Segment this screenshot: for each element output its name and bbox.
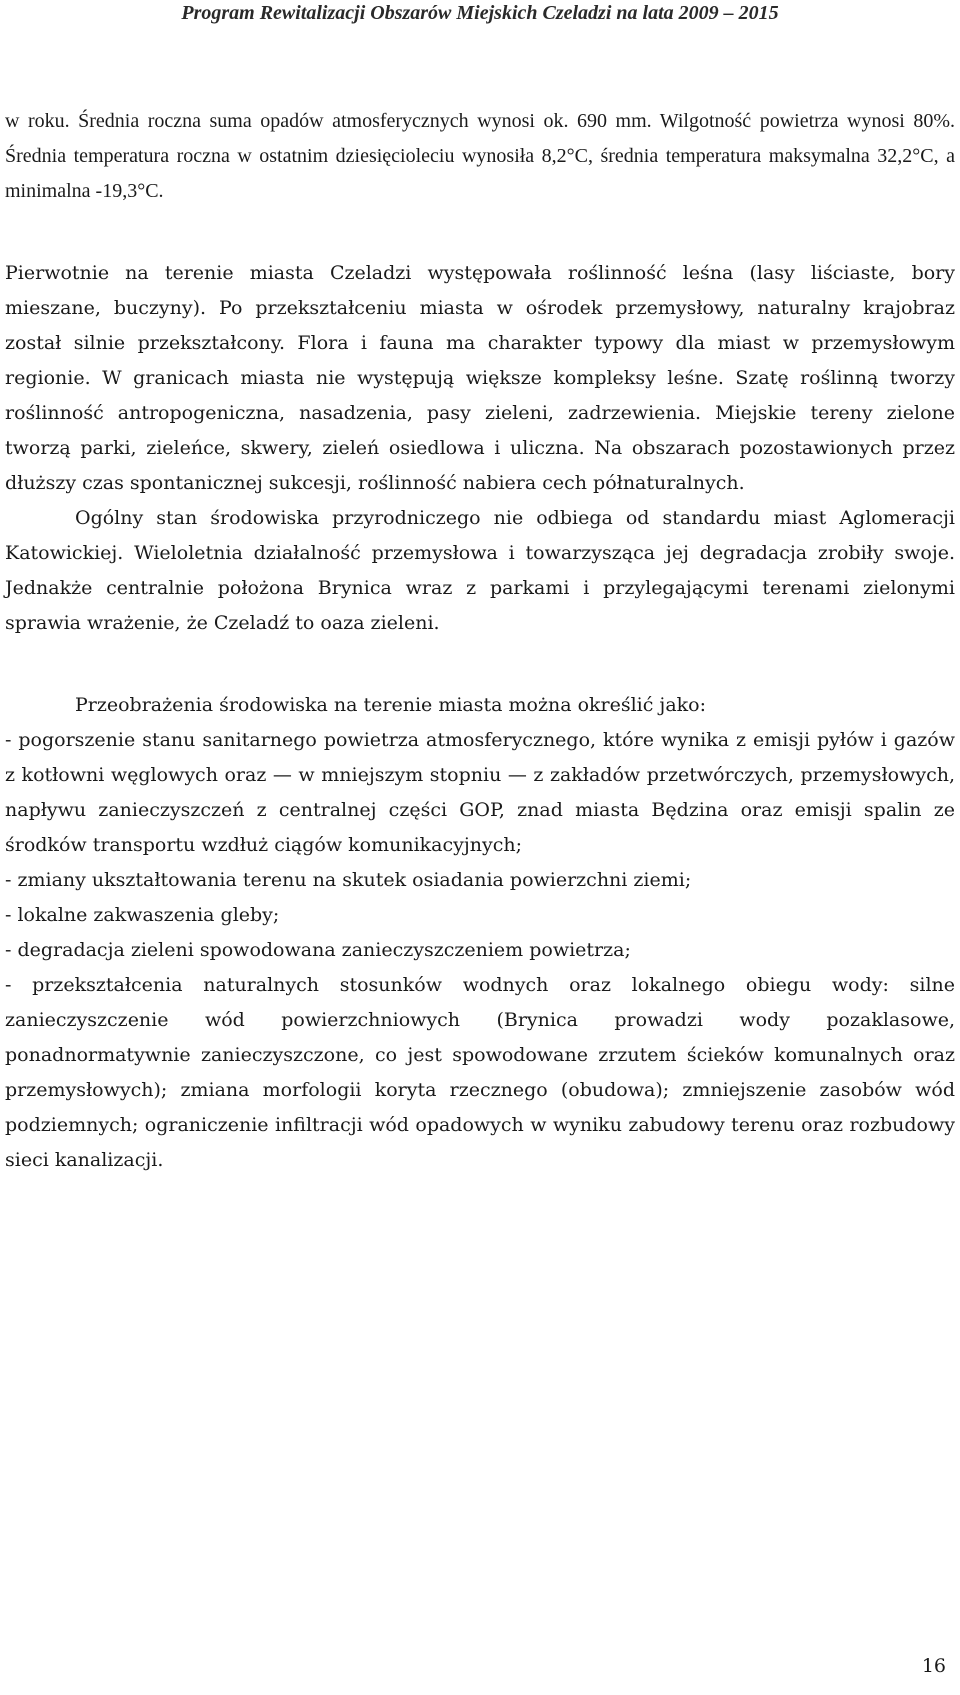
transformations-heading: Przeobrażenia środowiska na terenie miasta można określić jako:: [75, 694, 706, 716]
running-header: Program Rewitalizacji Obszarów Miejskich Czeladzi na lata 2009 – 2015: [181, 2, 779, 24]
paragraph-gap: [5, 641, 955, 688]
vegetation-paragraph: Pierwotnie na terenie miasta Czeladzi występowała roślinność leśna (lasy liściaste, bory mieszane, buczyny). Po przekształceniu miasta w ośrodek przemysłowy, naturalny krajobraz został silnie przekształcony. Flora i fauna ma charakter typowy dla miast w przemysłowym regionie. W granicach miasta nie występują większe kompleksy leśne. Szatę roślinną tworzy roślinność antropogeniczna, nasadzenia, pasy zieleni, zadrzewienia. Miejskie tereny zielone tworzą parki, zieleńce, skwery, zieleń osiedlowa i uliczna. Na obszarach pozostawionych przez dłuższy czas spontanicznej sukcesji, roślinność nabiera cech półnaturalnych.: [5, 262, 955, 494]
transformations-list: [5, 723, 955, 1178]
list-item: - przekształcenia naturalnych stosunków wodnych oraz lokalnego obiegu wody: silne zanieczyszczenie wód powierzchniowych (Brynica prowadzi wody pozaklasowe, ponadnormatywnie zanieczyszczone, co jest spowodowane zrzutem ścieków komunalnych oraz przemysłowych); zmiana morfologii koryta rzecznego (obudowa); zmniejszenie zasobów wód podziemnych; ograniczenie infiltracji wód opadowych w wyniku zabudowy terenu oraz rozbudowy sieci kanalizacji.: [5, 974, 955, 1171]
paragraph-gap: [5, 209, 955, 256]
climate-paragraph: w roku. Średnia roczna suma opadów atmosferycznych wynosi ok. 690 mm. Wilgotność powietrza wynosi 80%. Średnia temperatura roczna w ostatnim dziesięcioleciu wynosiła 8,2°C, średnia temperatura maksymalna 32,2°C, a minimalna -19,3°C.: [5, 110, 955, 202]
list-item: - pogorszenie stanu sanitarnego powietrza atmosferycznego, które wynika z emisji pyłów i gazów z kotłowni węglowych oraz — w mniejszym stopniu — z zakładów przetwórczych, przemysłowych, napływu zanieczyszczeń z centralnej części GOP, znad miasta Będzina oraz emisji spalin ze środków transportu wzdłuż ciągów komunikacyjnych;: [5, 729, 955, 856]
list-item: - lokalne zakwaszenia gleby;: [5, 904, 280, 926]
page-number: 16: [921, 1655, 946, 1677]
page-content: [5, 104, 955, 1178]
environment-paragraph: Ogólny stan środowiska przyrodniczego nie odbiega od standardu miast Aglomeracji Katowickiej. Wieloletnia działalność przemysłowa i towarzysząca jej degradacja zrobiły swoje. Jednakże centralnie położona Brynica wraz z parkami i przylegającymi terenami zielonymi sprawia wrażenie, że Czeladź to oaza zieleni.: [5, 507, 955, 634]
list-item: - degradacja zieleni spowodowana zanieczyszczeniem powietrza;: [5, 939, 631, 961]
list-item: - zmiany ukształtowania terenu na skutek osiadania powierzchni ziemi;: [5, 869, 692, 891]
